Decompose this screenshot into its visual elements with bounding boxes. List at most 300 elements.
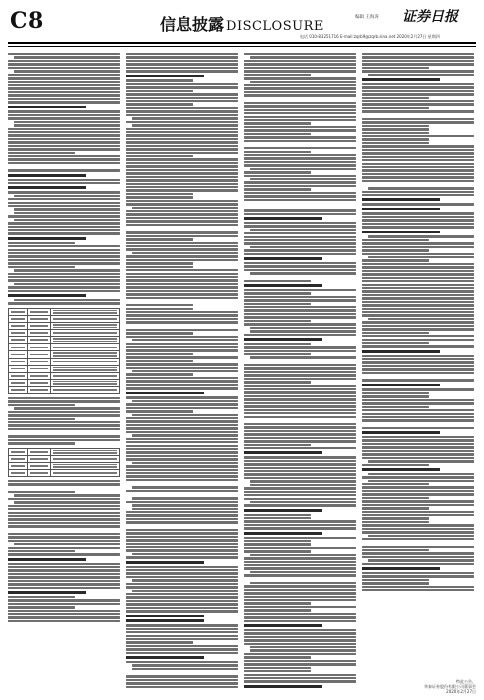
text-line (244, 639, 356, 641)
text-line (126, 297, 238, 299)
text-line (126, 377, 238, 379)
text-line (244, 171, 311, 173)
text-line (250, 571, 356, 573)
text-line (244, 613, 356, 615)
text-line (362, 406, 429, 408)
text-line (8, 158, 120, 160)
text-line (126, 262, 193, 264)
text-line (362, 392, 429, 394)
text-line (14, 121, 120, 123)
text-line (126, 353, 193, 355)
text-line (368, 535, 474, 537)
text-line (244, 473, 356, 475)
text-line (244, 592, 356, 594)
header-rule-thin (8, 46, 476, 47)
text-line (244, 395, 356, 397)
text-line (126, 304, 193, 306)
table-row (9, 372, 120, 379)
paragraph-heading (362, 384, 440, 387)
paragraph-heading (244, 624, 322, 627)
text-line (362, 450, 474, 452)
text-line (126, 441, 238, 443)
text-line (244, 60, 356, 62)
text-line (126, 539, 238, 541)
text-line (126, 141, 238, 143)
text-line (132, 400, 238, 402)
text-line (244, 136, 356, 138)
text-line (362, 339, 474, 341)
text-line (126, 356, 238, 358)
text-line (244, 564, 356, 566)
text-line (362, 249, 429, 251)
text-line (126, 318, 238, 320)
text-line (244, 320, 311, 322)
text-line (362, 216, 474, 218)
text-line (244, 94, 356, 96)
text-line (8, 566, 120, 568)
text-line (244, 460, 356, 462)
text-line (244, 537, 356, 539)
text-line (244, 636, 356, 638)
paragraph-heading (8, 591, 86, 594)
text-line (126, 682, 238, 684)
text-line (362, 219, 474, 221)
text-line (8, 553, 120, 555)
text-line (244, 91, 356, 93)
text-line (362, 457, 474, 459)
text-line (362, 53, 474, 55)
text-line (244, 161, 356, 163)
text-line (126, 145, 238, 147)
text-line (368, 460, 474, 462)
table-cell (28, 455, 51, 462)
page-header (0, 0, 484, 44)
text-line (244, 416, 356, 418)
text-line (362, 476, 474, 478)
text-line (244, 374, 356, 376)
text-line (244, 364, 356, 366)
contact-line: 电话 010-83251716 E-mail:zqrb9@zqrb.sina.net 2020年2月27日 星期四 (300, 34, 440, 39)
text-line (362, 290, 474, 292)
text-line (244, 105, 356, 107)
text-line (244, 596, 356, 598)
text-line (244, 405, 356, 407)
text-line (362, 56, 474, 58)
text-line (126, 631, 238, 633)
text-line (126, 380, 238, 382)
table-cell (51, 386, 120, 393)
paragraph-heading (126, 75, 204, 78)
text-line (362, 121, 474, 123)
text-line (8, 215, 120, 217)
text-line (8, 128, 120, 130)
text-line (244, 192, 356, 194)
text-line (8, 606, 75, 608)
text-line (362, 67, 429, 69)
text-line (132, 434, 238, 436)
text-line (8, 563, 120, 565)
text-line (362, 517, 429, 519)
text-line (362, 60, 474, 62)
text-line (362, 579, 429, 581)
table-cell (51, 365, 120, 372)
text-line (244, 430, 356, 432)
text-line (126, 549, 238, 551)
text-line (8, 491, 75, 493)
text-line (244, 437, 356, 439)
paragraph-heading (362, 431, 440, 434)
text-line (362, 355, 474, 357)
text-line (8, 94, 120, 96)
table-cell (9, 358, 28, 365)
text-line (8, 411, 120, 413)
text-line (126, 448, 238, 450)
text-line (14, 283, 120, 285)
newspaper-logo: 证券日报 (402, 9, 458, 25)
text-line (244, 188, 311, 190)
text-line (250, 178, 356, 180)
text-line (362, 263, 474, 265)
text-line (362, 203, 474, 205)
paragraph-heading (8, 237, 86, 240)
text-line (8, 74, 120, 76)
text-line (8, 182, 120, 184)
table-cell (9, 462, 28, 469)
text-line (244, 280, 311, 282)
paragraph-heading (244, 257, 322, 260)
text-line (244, 557, 356, 559)
text-line (126, 196, 193, 198)
text-line (8, 576, 120, 578)
text-line (362, 159, 474, 161)
text-line (126, 607, 238, 609)
table-cell (9, 308, 28, 315)
text-line (126, 648, 238, 650)
text-line (244, 444, 311, 446)
paragraph-heading (244, 284, 322, 287)
text-line (244, 112, 356, 114)
text-line (126, 169, 238, 171)
text-line (8, 421, 120, 423)
table-cell (28, 372, 51, 379)
text-line (126, 593, 238, 595)
table-row (9, 455, 120, 462)
text-line (244, 181, 356, 183)
text-line (8, 442, 75, 444)
text-line (362, 277, 474, 279)
text-line (244, 402, 356, 404)
text-line (8, 573, 120, 575)
text-line (126, 475, 238, 477)
text-line (132, 508, 238, 510)
text-line (14, 219, 120, 221)
text-line (8, 533, 120, 535)
paragraph-gap (126, 671, 238, 674)
text-line (8, 613, 120, 615)
text-line (250, 646, 356, 648)
text-line (362, 86, 474, 88)
text-line (126, 90, 193, 92)
text-line (126, 403, 238, 405)
text-line (244, 629, 356, 631)
text-line (8, 498, 120, 500)
text-line (244, 87, 356, 89)
text-line (126, 514, 238, 516)
text-line (362, 273, 474, 275)
text-line (362, 173, 474, 175)
text-line (14, 407, 120, 409)
text-line (14, 543, 120, 545)
text-line (132, 579, 238, 581)
text-line (244, 242, 356, 244)
text-line (244, 589, 356, 591)
text-line (126, 679, 238, 681)
text-line (362, 266, 474, 268)
text-line (362, 149, 474, 151)
text-line (244, 316, 356, 318)
text-line (244, 409, 356, 411)
text-line (8, 155, 120, 157)
text-line (250, 246, 356, 248)
text-line (126, 134, 238, 136)
text-line (126, 276, 238, 278)
text-line (126, 183, 238, 185)
text-line (244, 296, 356, 298)
text-line (126, 286, 238, 288)
text-line (362, 311, 474, 313)
text-line (126, 189, 238, 191)
table-cell (28, 337, 51, 344)
text-line (362, 572, 474, 574)
text-line (362, 358, 474, 360)
text-line (362, 308, 474, 310)
table-cell (51, 315, 120, 322)
text-line (14, 269, 120, 271)
text-line (126, 179, 238, 181)
text-line (8, 169, 120, 171)
text-line (244, 133, 311, 135)
text-line (250, 56, 356, 58)
text-line (244, 147, 356, 149)
text-line (8, 540, 120, 542)
text-line (8, 114, 120, 116)
text-line (362, 107, 429, 109)
text-line (362, 176, 474, 178)
paragraph-heading (362, 567, 440, 570)
text-line (244, 303, 311, 305)
text-line (126, 266, 193, 268)
paragraph-heading (362, 468, 440, 471)
text-line (362, 524, 474, 526)
table-cell (9, 344, 28, 351)
text-line (126, 373, 193, 375)
table-cell (28, 315, 51, 322)
text-line (126, 56, 238, 58)
text-line (126, 603, 238, 605)
text-line (244, 470, 356, 472)
text-line (8, 110, 120, 112)
text-line (362, 335, 474, 337)
text-line (8, 138, 120, 140)
text-line (14, 124, 120, 126)
table-cell (28, 379, 51, 386)
text-line (126, 138, 238, 140)
text-line (8, 522, 120, 524)
text-line (362, 226, 474, 228)
text-line (244, 491, 356, 493)
text-line (244, 122, 311, 124)
text-line (362, 321, 474, 323)
text-line (244, 385, 356, 387)
text-line (362, 328, 474, 330)
text-line (362, 242, 474, 244)
text-line (8, 435, 120, 437)
text-line (8, 525, 120, 527)
text-line (14, 501, 120, 503)
text-line (8, 101, 120, 103)
section-title-cn: 信息披露 (160, 15, 225, 34)
article-column-4 (362, 52, 474, 688)
text-line (126, 465, 238, 467)
text-line (250, 327, 356, 329)
paragraph-gap (362, 183, 474, 186)
table-cell (9, 379, 28, 386)
paragraph-heading (126, 615, 204, 618)
signoff-line: 特此公告。 (456, 679, 476, 684)
text-line (126, 336, 238, 338)
paragraph-gap (8, 431, 120, 434)
text-line (250, 81, 356, 83)
text-line (244, 185, 356, 187)
text-line (126, 213, 238, 215)
text-line (126, 384, 238, 386)
text-line (132, 668, 238, 670)
text-line (368, 480, 474, 482)
text-line (126, 107, 238, 109)
text-line (8, 53, 120, 55)
text-line (126, 431, 238, 433)
text-line (244, 574, 356, 576)
text-line (126, 367, 238, 369)
text-line (362, 538, 474, 540)
table-row (9, 448, 120, 455)
text-line (244, 517, 311, 519)
text-line (8, 81, 120, 83)
text-line (244, 353, 311, 355)
text-line (126, 407, 238, 409)
text-line (126, 248, 238, 250)
text-line (14, 212, 120, 214)
text-line (362, 563, 474, 565)
table-row (9, 351, 120, 358)
table-cell (9, 455, 28, 462)
paragraph-heading (8, 558, 86, 561)
text-line (362, 163, 474, 165)
text-line (362, 443, 474, 445)
text-line (8, 242, 75, 244)
text-line (8, 286, 120, 288)
text-line (8, 98, 120, 100)
paragraph-heading (362, 231, 440, 234)
text-line (8, 610, 120, 612)
text-line (362, 142, 429, 144)
text-line (8, 252, 120, 254)
table-cell (28, 365, 51, 372)
text-line (132, 553, 238, 555)
text-line (8, 202, 120, 204)
text-line (126, 596, 238, 598)
text-line (8, 152, 75, 154)
text-line (126, 675, 238, 677)
text-line (132, 414, 238, 416)
text-line (362, 280, 474, 282)
text-line (244, 388, 356, 390)
text-line (244, 456, 356, 458)
text-line (368, 74, 474, 76)
table-row (9, 379, 120, 386)
text-line (362, 365, 474, 367)
text-line (244, 467, 356, 469)
table-cell (9, 372, 28, 379)
text-line (126, 67, 238, 69)
text-line (362, 297, 474, 299)
table-cell (51, 455, 120, 462)
text-line (126, 641, 193, 643)
text-line (362, 575, 474, 577)
text-line (362, 427, 474, 429)
text-line (8, 508, 120, 510)
text-line (244, 175, 356, 177)
text-line (126, 283, 238, 285)
text-line (126, 176, 238, 178)
text-line (126, 121, 238, 123)
text-line (362, 453, 474, 455)
table-cell (28, 462, 51, 469)
paragraph-heading (362, 350, 440, 353)
text-line (8, 512, 120, 514)
text-line (244, 550, 311, 552)
section-title (160, 12, 324, 35)
text-line (8, 620, 120, 622)
text-line (126, 569, 238, 571)
table-cell (51, 448, 120, 455)
text-line (126, 103, 193, 105)
text-line (362, 436, 474, 438)
text-line (8, 266, 75, 268)
text-line (250, 582, 356, 584)
text-line (126, 469, 238, 471)
text-line (126, 53, 238, 55)
text-line (362, 379, 474, 381)
text-line (244, 323, 356, 325)
text-line (8, 179, 120, 181)
text-line (8, 249, 120, 251)
text-line (126, 638, 238, 640)
text-line (362, 582, 429, 584)
text-line (362, 504, 474, 506)
table-row (9, 462, 120, 469)
text-line (126, 396, 238, 398)
paragraph-gap (126, 482, 238, 485)
text-line (126, 162, 238, 164)
text-line (126, 635, 238, 637)
text-line (244, 102, 356, 104)
text-line (126, 576, 238, 578)
text-line (244, 289, 356, 291)
text-line (244, 381, 311, 383)
paragraph-gap (244, 360, 356, 363)
text-line (126, 686, 238, 688)
